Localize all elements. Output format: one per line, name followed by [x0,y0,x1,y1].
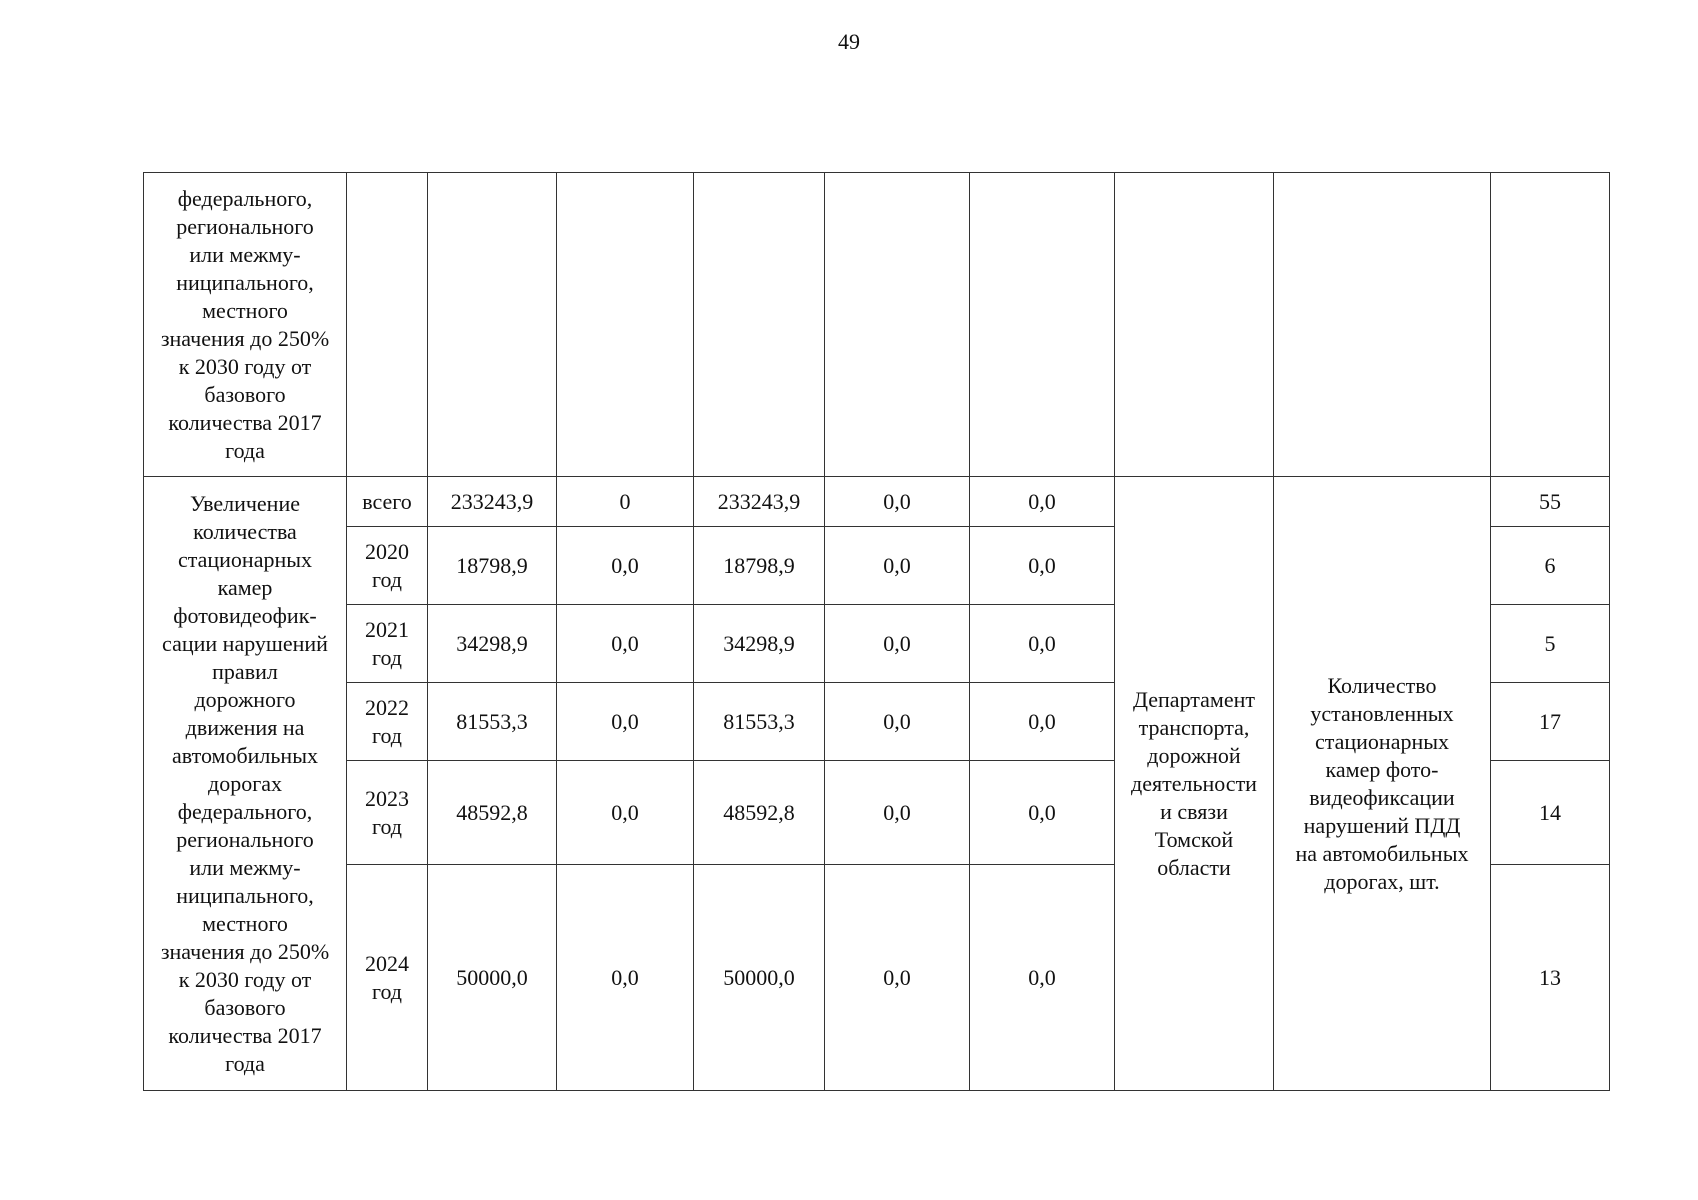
other-cell: 0,0 [970,865,1115,1091]
federal-cell: 0,0 [557,527,694,605]
local-cell: 0,0 [825,605,970,683]
local-cell: 0,0 [825,683,970,761]
total-cell: 233243,9 [428,477,557,527]
other-cell: 0,0 [970,605,1115,683]
other-cell: 0,0 [970,683,1115,761]
empty-cell [970,173,1115,477]
empty-cell [1491,173,1610,477]
table-row [144,477,1610,527]
other-cell: 0,0 [970,477,1115,527]
empty-cell [347,173,428,477]
federal-cell: 0,0 [557,865,694,1091]
budget-table [143,172,1610,1091]
period-cell [347,865,428,1091]
indicator-value: 14 [1491,761,1610,865]
local-cell: 0,0 [825,865,970,1091]
period-year: 2024 [365,950,409,976]
period-cell [347,477,428,527]
indicator-value: 5 [1491,605,1610,683]
regional-cell: 48592,8 [694,761,825,865]
regional-cell: 18798,9 [694,527,825,605]
total-cell: 34298,9 [428,605,557,683]
period-unit: год [371,566,403,592]
responsible-executor: Департамент транспорта, дорожной деятельности и связи Томской области [1115,477,1274,1091]
period-year: 2023 [365,785,409,811]
period-unit: год [371,978,403,1004]
total-cell: 18798,9 [428,527,557,605]
period-year: 2022 [365,694,409,720]
empty-cell [1274,173,1491,477]
page-number: 49 [838,29,860,54]
federal-cell: 0,0 [557,605,694,683]
period-label: всего [362,488,412,514]
local-cell: 0,0 [825,761,970,865]
period-cell [347,605,428,683]
continuation-description: федерального, регионального или межму- ниципального, местного значения до 250% к 2030 году от базового количества 2017 года [144,173,347,477]
total-cell: 81553,3 [428,683,557,761]
indicator-value: 17 [1491,683,1610,761]
period-cell [347,527,428,605]
total-cell: 50000,0 [428,865,557,1091]
regional-cell: 81553,3 [694,683,825,761]
federal-cell: 0 [557,477,694,527]
indicator-value: 6 [1491,527,1610,605]
empty-cell [825,173,970,477]
federal-cell: 0,0 [557,761,694,865]
period-unit: год [371,644,403,670]
period-cell [347,683,428,761]
regional-cell: 34298,9 [694,605,825,683]
regional-cell: 233243,9 [694,477,825,527]
local-cell: 0,0 [825,477,970,527]
empty-cell [428,173,557,477]
indicator-value: 55 [1491,477,1610,527]
period-year: 2020 [365,538,409,564]
empty-cell [1115,173,1274,477]
other-cell: 0,0 [970,527,1115,605]
period-cell [347,761,428,865]
period-unit: год [371,813,403,839]
indicator-name: Количество установленных стационарных камер фото- видеофиксации нарушений ПДД на автомобильных дорогах, шт. [1274,477,1491,1091]
period-year: 2021 [365,616,409,642]
measure-description: Увеличение количества стационарных камер фотовидеофик- сации нарушений правил дорожного движения на автомобильных дорогах федерального, регионального или межму- ниципального, местного значения до 250% к 2030 году от базового количества 2017 года [144,477,347,1091]
other-cell: 0,0 [970,761,1115,865]
local-cell: 0,0 [825,527,970,605]
empty-cell [694,173,825,477]
regional-cell: 50000,0 [694,865,825,1091]
continuation-row [144,173,1610,477]
empty-cell [557,173,694,477]
period-unit: год [371,722,403,748]
total-cell: 48592,8 [428,761,557,865]
federal-cell: 0,0 [557,683,694,761]
indicator-value: 13 [1491,865,1610,1091]
